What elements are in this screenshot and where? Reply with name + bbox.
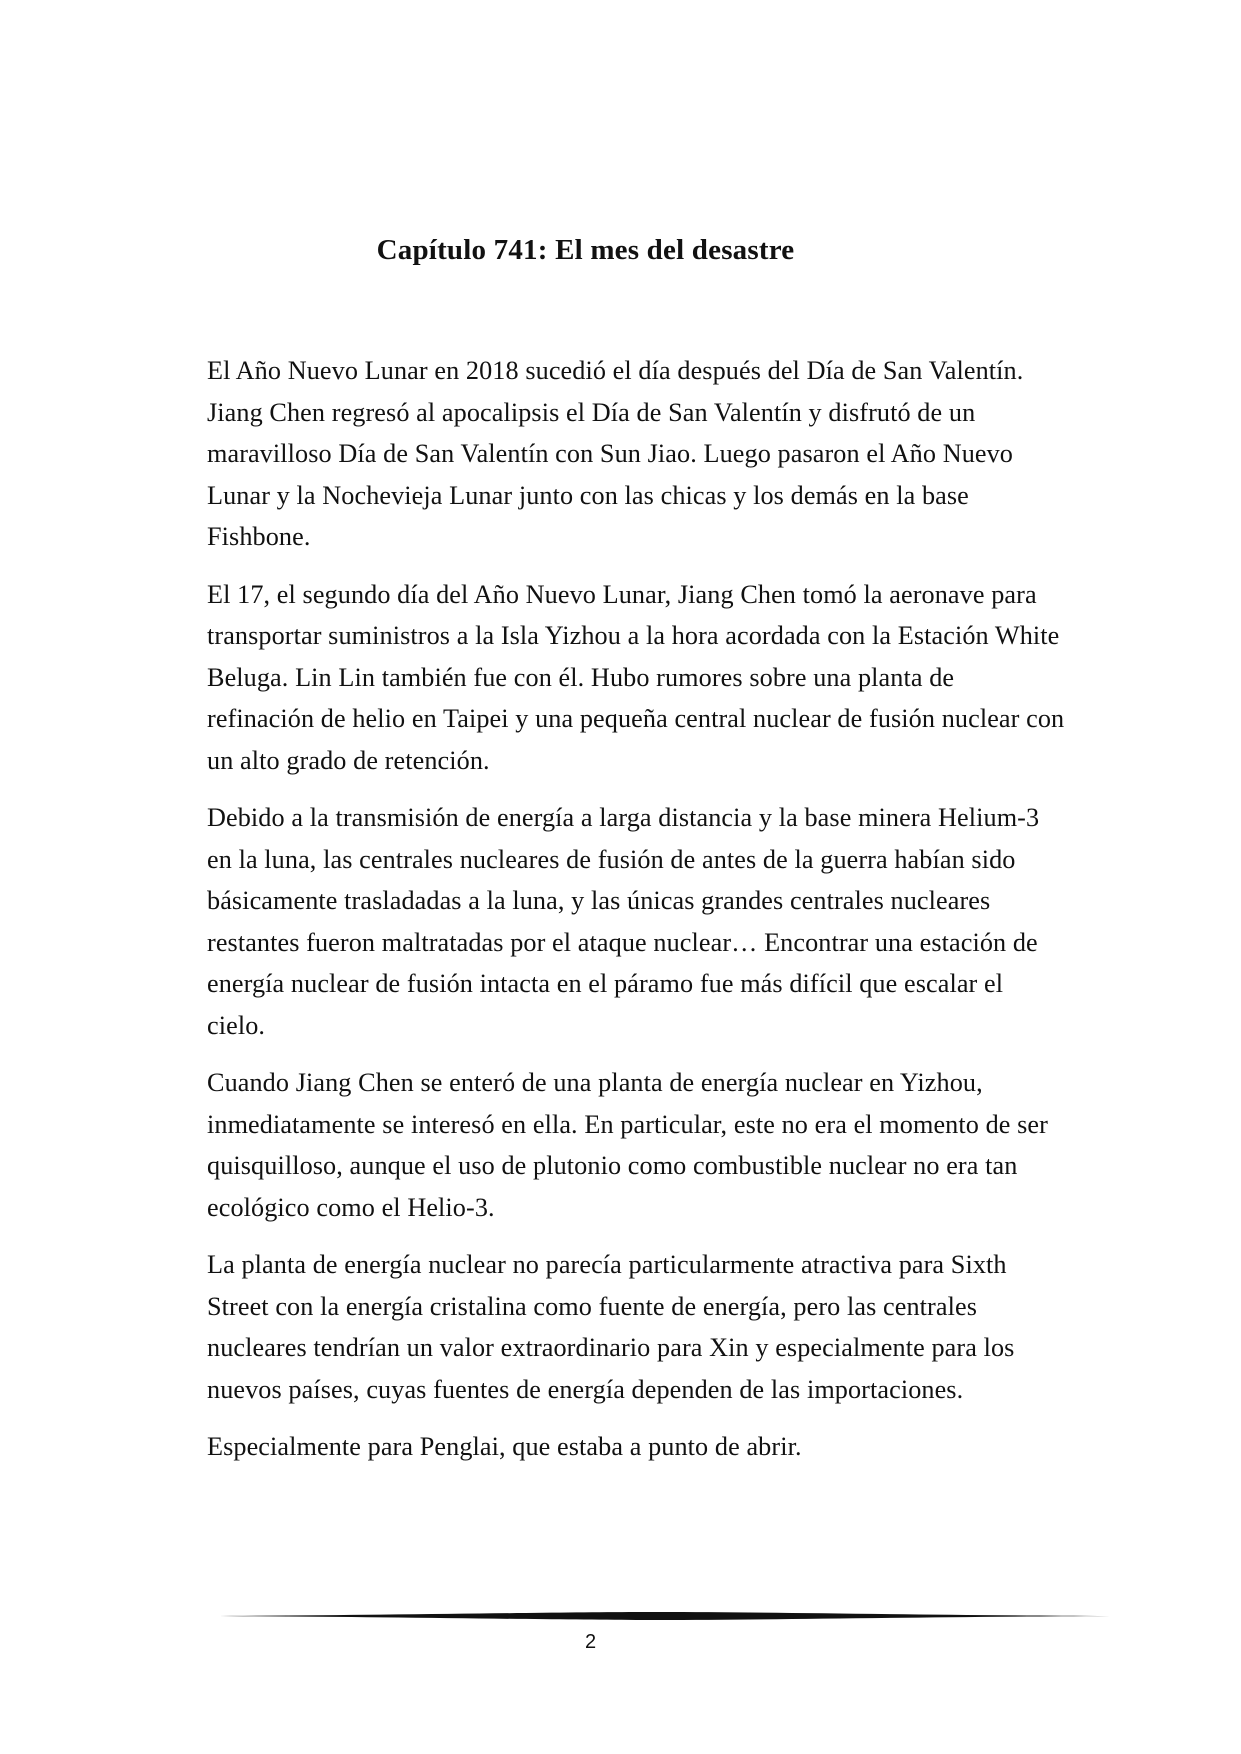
- paragraph-2: El 17, el segundo día del Año Nuevo Lunar, Jiang Chen tomó la aeronave para transportar suministros a la Isla Yizhou a la hora acordada con la Estación White Beluga. Lin Lin también fue con él. Hubo rumores sobre una planta de refinación de helio en Taipei y una pequeña central nuclear de fusión nuclear con un alto grado de retención.: [207, 579, 1065, 775]
- page-number: 2: [584, 1631, 597, 1653]
- paragraph-6: Especialmente para Penglai, que estaba a punto de abrir.: [207, 1432, 802, 1461]
- paragraph-5: La planta de energía nuclear no parecía particularmente atractiva para Sixth Street con la energía cristalina como fuente de energía, pero las centrales nucleares tendrían un valor extraordinario para Xin y especialmente para los nuevos países, cuyas fuentes de energía dependen de las importaciones.: [207, 1250, 1015, 1404]
- chapter-body: [207, 350, 1067, 1484]
- footer-divider: [208, 1610, 1110, 1622]
- chapter-title: Capítulo 741: El mes del desastre: [376, 234, 795, 266]
- paragraph-1: El Año Nuevo Lunar en 2018 sucedió el día después del Día de San Valentín. Jiang Chen regresó al apocalipsis el Día de San Valentín y disfrutó de un maravilloso Día de San Valentín con Sun Jiao. Luego pasaron el Año Nuevo Lunar y la Nochevieja Lunar junto con las chicas y los demás en la base Fishbone.: [207, 356, 1024, 551]
- paragraph-4: Cuando Jiang Chen se enteró de una planta de energía nuclear en Yizhou, inmediatamente se interesó en ella. En particular, este no era el momento de ser quisquilloso, aunque el uso de plutonio como combustible nuclear no era tan ecológico como el Helio-3.: [207, 1068, 1048, 1222]
- paragraph-3: Debido a la transmisión de energía a larga distancia y la base minera Helium-3 en la luna, las centrales nucleares de fusión de antes de la guerra habían sido básicamente trasladadas a la luna, y las únicas grandes centrales nucleares restantes fueron maltratadas por el ataque nuclear… Encontrar una estación de energía nuclear de fusión intacta en el páramo fue más difícil que escalar el cielo.: [207, 803, 1040, 1040]
